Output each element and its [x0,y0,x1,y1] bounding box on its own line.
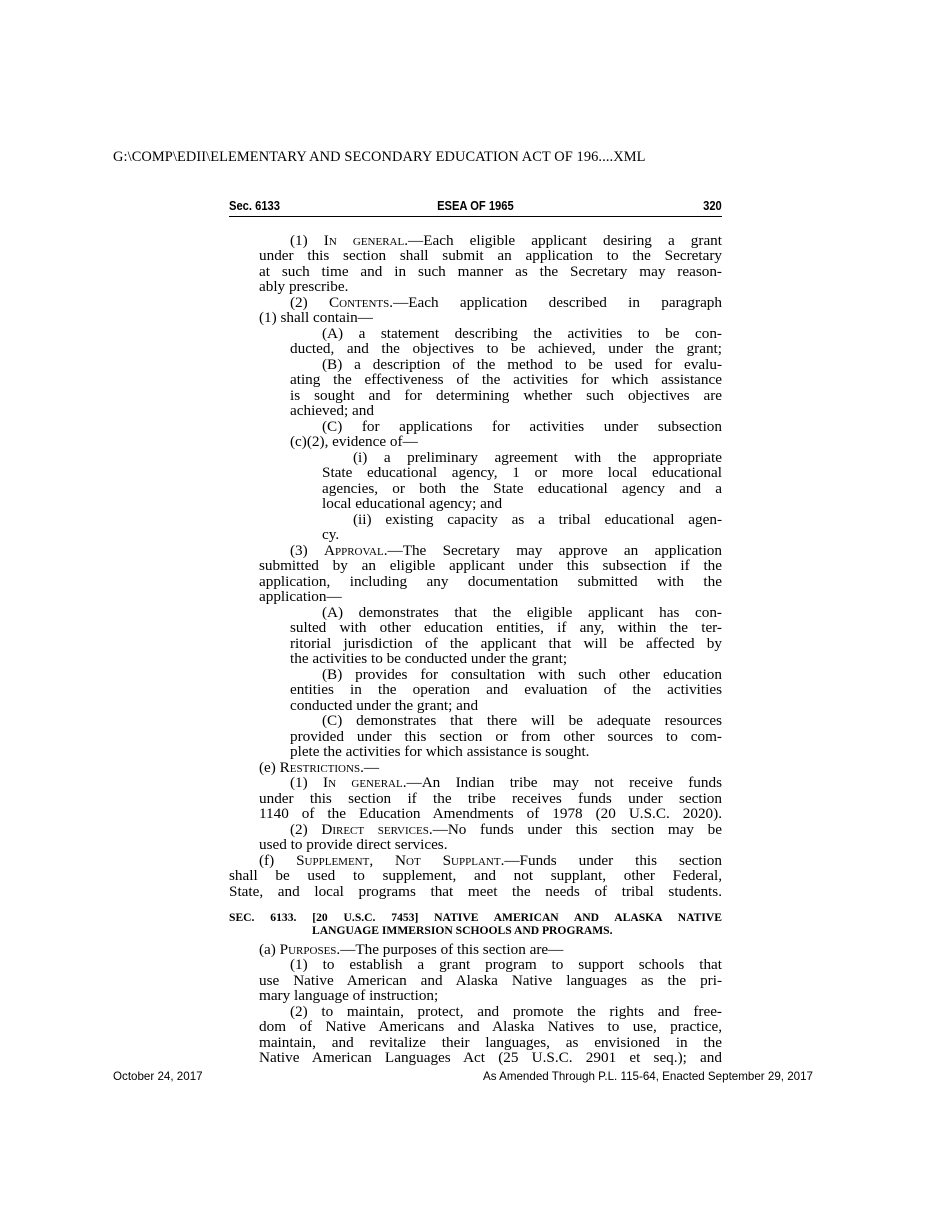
text-line: is sought and for determining whether such objectives are [290,387,722,404]
text-line: (2) Contents.—Each application described in paragraph [290,294,722,311]
text-line: local educational agency; and [322,495,503,512]
text-line: (A) a statement describing the activities to be con- [322,325,722,342]
section-heading: SEC. 6133. [20 U.S.C. 7453] NATIVE AMERICAN AND ALASKA NATIVE [229,911,722,924]
text-line: (C) demonstrates that there will be adequate resources [322,712,722,729]
text-line: plete the activities for which assistance is sought. [290,743,590,760]
running-head [229,198,722,216]
page-number: 320 [703,198,722,213]
text-line: ritorial jurisdiction of the applicant that will be affected by [290,635,722,652]
text-line: (B) provides for consultation with such other education [322,666,722,683]
text-line: cy. [322,526,340,543]
text-line: (1) shall contain— [259,309,373,326]
text-line: (c)(2), evidence of— [290,433,418,450]
text-line: (a) Purposes.—The purposes of this section are— [259,941,564,958]
text-line: (e) Restrictions.— [259,759,380,776]
text-line: Native American Languages Act (25 U.S.C. 2901 et seq.); and [259,1049,722,1066]
text-line: use Native American and Alaska Native languages as the pri- [259,972,722,989]
text-line: State, and local programs that meet the needs of tribal students. [229,883,722,900]
text-line: State educational agency, 1 or more local educational [322,464,722,481]
text-line: used to provide direct services. [259,836,448,853]
text-line: sulted with other education entities, if any, within the ter- [290,619,722,636]
text-line: under this section shall submit an application to the Secretary [259,247,722,264]
text-line: provided under this section or from other sources to com- [290,728,722,745]
text-line: mary language of instruction; [259,987,439,1004]
text-line: ating the effectiveness of the activities for which assistance [290,371,722,388]
text-line: the activities to be conducted under the grant; [290,650,568,667]
running-head-title: ESEA OF 1965 [437,198,514,213]
text-line: agencies, or both the State educational agency and a [322,480,722,497]
text-line: entities in the operation and evaluation of the activities [290,681,722,698]
text-line: (ii) existing capacity as a tribal educational agen- [353,511,722,528]
text-line: (A) demonstrates that the eligible applicant has con- [322,604,722,621]
file-path: G:\COMP\EDII\ELEMENTARY AND SECONDARY EDUCATION ACT OF 196....XML [113,149,646,165]
text-line: (f) Supplement, Not Supplant.—Funds under this section [259,852,722,869]
text-line: (1) In general.—An Indian tribe may not receive funds [290,774,722,791]
text-line: (C) for applications for activities under subsection [322,418,722,435]
text-line: under this section if the tribe receives funds under section [259,790,722,807]
text-line: (2) Direct services.—No funds under this section may be [290,821,722,838]
text-line: application— [259,588,342,605]
text-line: (B) a description of the method to be used for evalu- [322,356,722,373]
text-line: 1140 of the Education Amendments of 1978 (20 U.S.C. 2020). [259,805,722,822]
text-line: (1) to establish a grant program to support schools that [290,956,722,973]
text-line: (2) to maintain, protect, and promote the rights and free- [290,1003,722,1020]
running-head-section: Sec. 6133 [229,198,280,213]
text-line: (3) Approval.—The Secretary may approve an application [290,542,722,559]
header-rule [229,216,722,217]
text-line: shall be used to supplement, and not supplant, other Federal, [229,867,722,884]
footer-date: October 24, 2017 [113,1070,203,1083]
text-line: maintain, and revitalize their languages, as envisioned in the [259,1034,722,1051]
text-line: ducted, and the objectives to be achieved, under the grant; [290,340,722,357]
text-line: ably prescribe. [259,278,349,295]
text-line: (i) a preliminary agreement with the appropriate [353,449,722,466]
text-line: conducted under the grant; and [290,697,479,714]
text-line: at such time and in such manner as the Secretary may reason- [259,263,722,280]
text-line: application, including any documentation submitted with the [259,573,722,590]
text-line: dom of Native Americans and Alaska Natives to use, practice, [259,1018,722,1035]
section-heading: LANGUAGE IMMERSION SCHOOLS AND PROGRAMS. [312,924,613,937]
text-line: submitted by an eligible applicant under this subsection if the [259,557,722,574]
text-line: (1) In general.—Each eligible applicant desiring a grant [290,232,722,249]
footer-amended: As Amended Through P.L. 115-64, Enacted September 29, 2017 [482,1070,813,1083]
text-line: achieved; and [290,402,374,419]
